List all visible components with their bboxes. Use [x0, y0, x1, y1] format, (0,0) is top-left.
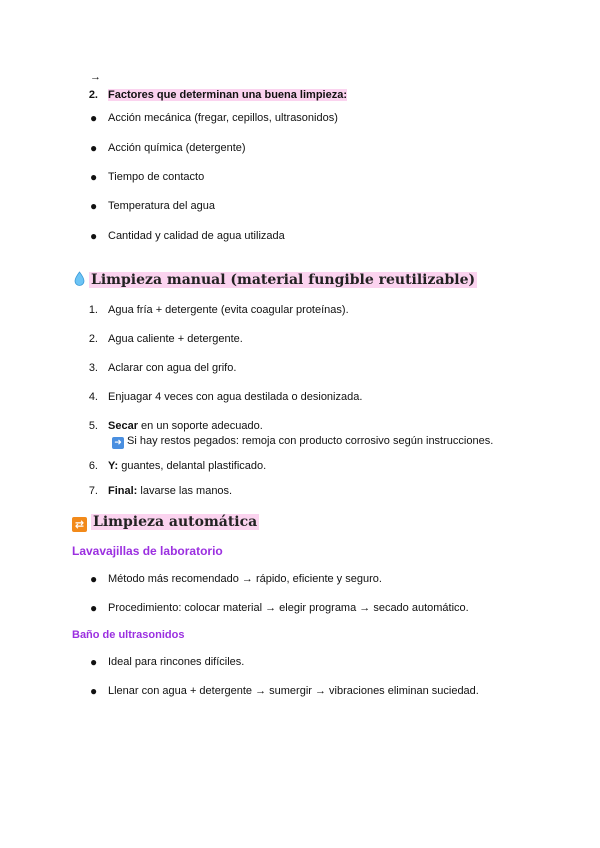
list-item: Método más recomendado → rápido, eficiente y seguro.: [108, 573, 382, 585]
list-item: Procedimiento: colocar material → elegir programa → secado automático.: [108, 602, 469, 614]
list-item: Acción química (detergente): [108, 142, 246, 154]
list-item: Ideal para rincones difíciles.: [108, 656, 245, 668]
step-number: 2.: [88, 333, 98, 345]
step-text: Y: guantes, delantal plastificado.: [108, 460, 267, 472]
step-text: Enjuagar 4 veces con agua destilada o desionizada.: [108, 391, 363, 403]
list-item: Cantidad y calidad de agua utilizada: [108, 230, 285, 242]
step-text: Agua fría + detergente (evita coagular proteínas).: [108, 304, 349, 316]
drop-icon: [74, 271, 85, 291]
list-item: Temperatura del agua: [108, 200, 216, 212]
bullet-icon: ●: [90, 601, 98, 615]
step-text: Final: lavarse las manos.: [108, 485, 233, 497]
bullet-icon: ●: [90, 572, 98, 586]
step-number: 3.: [88, 362, 98, 374]
list-item: Tiempo de contacto: [108, 171, 205, 183]
step-note: ➜ Si hay restos pegados: remoja con producto corrosivo según instrucciones.: [112, 434, 493, 449]
step-text: Agua caliente + detergente.: [108, 333, 243, 345]
dishwasher-heading: Lavavajillas de laboratorio: [72, 544, 223, 558]
list-item: Llenar con agua + detergente → sumergir → vibraciones eliminan suciedad.: [108, 685, 479, 697]
step-number: 7.: [88, 485, 98, 497]
automatic-heading: ⇄ Limpieza automática: [72, 513, 259, 532]
bullet-icon: ●: [90, 199, 98, 213]
repeat-icon: ⇄: [72, 517, 87, 532]
bullet-icon: ●: [90, 229, 98, 243]
list-item: Acción mecánica (fregar, cepillos, ultrasonidos): [108, 112, 338, 124]
bullet-icon: ●: [90, 141, 98, 155]
step-number: 6.: [88, 460, 98, 472]
bullet-icon: ●: [90, 111, 98, 125]
step-text: Secar en un soporte adecuado.: [108, 420, 263, 432]
arrow-right-icon: ➜: [112, 437, 124, 449]
arrow-icon: →: [90, 71, 101, 83]
step-number: 4.: [88, 391, 98, 403]
factors-number: 2.: [88, 89, 98, 101]
step-number: 5.: [88, 420, 98, 432]
bullet-icon: ●: [90, 170, 98, 184]
step-number: 1.: [88, 304, 98, 316]
ultrasonic-heading: Baño de ultrasonidos: [72, 629, 185, 641]
factors-title: Factores que determinan una buena limpieza:: [108, 89, 347, 101]
bullet-icon: ●: [90, 655, 98, 669]
bullet-icon: ●: [90, 684, 98, 698]
manual-heading: Limpieza manual (material fungible reutilizable): [74, 271, 477, 291]
step-text: Aclarar con agua del grifo.: [108, 362, 237, 374]
